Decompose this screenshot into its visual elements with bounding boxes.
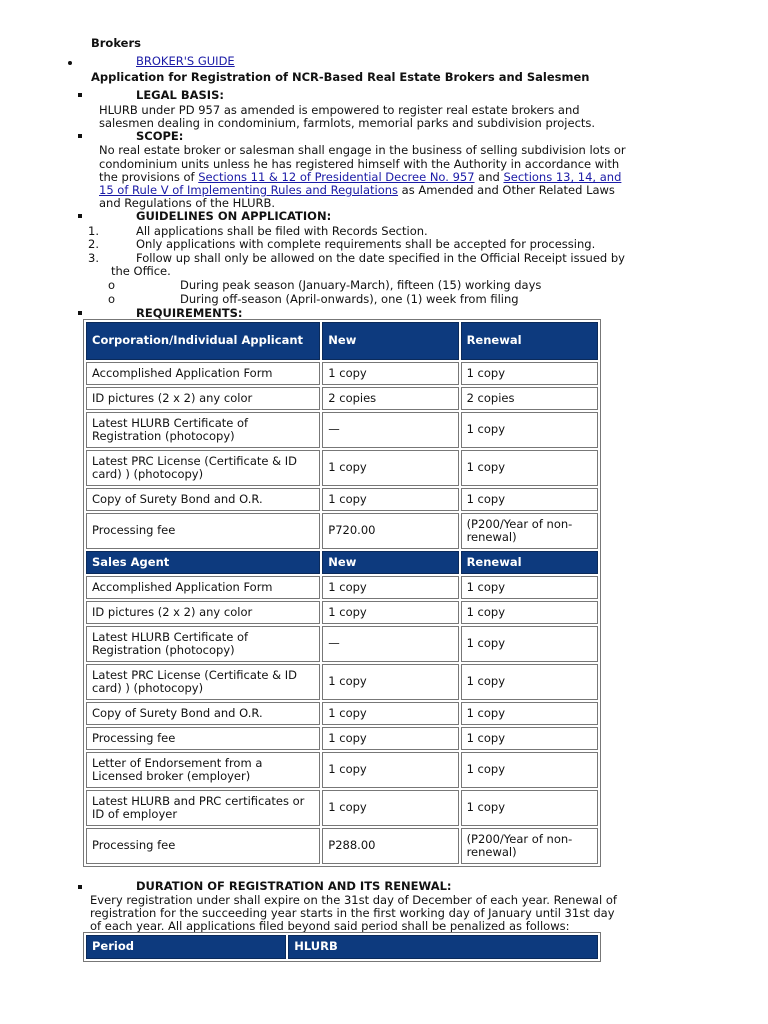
guideline-item: Only applications with complete requirements shall be accepted for processing. <box>136 237 596 251</box>
table-row <box>86 702 598 725</box>
table-row <box>86 488 598 511</box>
circle-bullet-icon: o <box>108 292 116 306</box>
table-cell: 1 copy <box>322 576 458 599</box>
table-row <box>86 601 598 624</box>
table-cell: Latest PRC License (Certificate & ID card) ) (photocopy) <box>86 664 320 700</box>
requirements-table <box>83 319 601 867</box>
table-row <box>86 387 598 410</box>
scope-line: condominium units unless he has registered himself with the Authority in accordance with <box>99 157 620 171</box>
table-cell: Copy of Surety Bond and O.R. <box>86 488 320 511</box>
table-cell: 1 copy <box>461 664 598 700</box>
table-cell: 2 copies <box>461 387 598 410</box>
table-cell: 1 copy <box>322 664 458 700</box>
table-cell: Processing fee <box>86 727 320 750</box>
column-header: Period <box>86 935 286 959</box>
table-cell: 1 copy <box>322 727 458 750</box>
table-cell: — <box>322 412 458 448</box>
table-cell: 1 copy <box>322 790 458 826</box>
guideline-item: All applications shall be filed with Records Section. <box>136 224 428 238</box>
pd957-sections-link[interactable]: Sections 11 & 12 of Presidential Decree No. 957 <box>198 170 475 184</box>
table-cell: Processing fee <box>86 828 320 864</box>
guideline-item: Follow up shall only be allowed on the date specified in the Official Receipt issued by <box>136 251 625 265</box>
guidelines-heading: GUIDELINES ON APPLICATION: <box>136 209 332 223</box>
requirements-table-body <box>86 322 598 864</box>
table-cell: Latest PRC License (Certificate & ID card) ) (photocopy) <box>86 450 320 486</box>
table-cell: 1 copy <box>322 601 458 624</box>
sub-item: During peak season (January-March), fifteen (15) working days <box>180 278 542 292</box>
table-cell: P288.00 <box>322 828 458 864</box>
column-header: HLURB <box>288 935 598 959</box>
table-row <box>86 790 598 826</box>
column-header: Renewal <box>461 551 598 574</box>
page-heading: Brokers <box>91 36 141 50</box>
table-cell: Processing fee <box>86 513 320 549</box>
table-row <box>86 362 598 385</box>
column-header: New <box>322 322 458 360</box>
table-row <box>86 727 598 750</box>
table-cell: ID pictures (2 x 2) any color <box>86 387 320 410</box>
table-cell: Copy of Surety Bond and O.R. <box>86 702 320 725</box>
table-cell: 1 copy <box>461 576 598 599</box>
page-title: Application for Registration of NCR-Based Real Estate Brokers and Salesmen <box>91 70 590 84</box>
table-cell: Accomplished Application Form <box>86 576 320 599</box>
circle-bullet-icon: o <box>108 278 116 292</box>
table-cell: P720.00 <box>322 513 458 549</box>
duration-line: of each year. All applications filed beyond said period shall be penalized as follows: <box>90 919 570 933</box>
scope-text: as Amended and Other Related Laws <box>398 183 615 197</box>
scope-line: and Regulations of the HLURB. <box>99 196 276 210</box>
table-cell: 1 copy <box>461 727 598 750</box>
table-cell: 1 copy <box>322 488 458 511</box>
table-cell: Latest HLURB Certificate of Registration (photocopy) <box>86 626 320 662</box>
table-cell: 1 copy <box>461 362 598 385</box>
table-row <box>86 576 598 599</box>
table-cell: 1 copy <box>461 790 598 826</box>
table-row <box>86 513 598 549</box>
table-cell: Accomplished Application Form <box>86 362 320 385</box>
table-cell: Letter of Endorsement from a Licensed broker (employer) <box>86 752 320 788</box>
requirements-heading: REQUIREMENTS: <box>136 306 243 320</box>
legal-basis-line: salesmen dealing in condominium, farmlots, memorial parks and subdivision projects. <box>99 116 596 130</box>
table-cell: 1 copy <box>461 752 598 788</box>
bullet-icon <box>68 61 72 65</box>
table-cell: 1 copy <box>322 362 458 385</box>
scope-line: No real estate broker or salesman shall engage in the business of selling subdivision lots or <box>99 143 626 157</box>
sub-item: During off-season (April-onwards), one (1) week from filing <box>180 292 519 306</box>
table-cell: 1 copy <box>322 450 458 486</box>
table-cell: (P200/Year of non-renewal) <box>461 513 598 549</box>
list-number: 1. <box>88 224 99 238</box>
penalty-table-body <box>86 935 598 959</box>
duration-heading: DURATION OF REGISTRATION AND ITS RENEWAL: <box>136 879 452 893</box>
column-header: Sales Agent <box>86 551 320 574</box>
brokers-guide-link[interactable]: BROKER'S GUIDE <box>136 54 235 68</box>
list-number: 3. <box>88 251 99 265</box>
penalty-table <box>83 932 601 962</box>
square-bullet-icon <box>78 134 82 138</box>
table-cell: 2 copies <box>322 387 458 410</box>
duration-line: registration for the succeeding year starts in the first working day of January until 31st day <box>90 906 615 920</box>
table-header-row <box>86 935 598 959</box>
table-cell: Latest HLURB and PRC certificates or ID of employer <box>86 790 320 826</box>
table-cell: 1 copy <box>461 450 598 486</box>
scope-line <box>99 170 621 184</box>
guideline-item-cont: the Office. <box>111 264 171 278</box>
table-cell: 1 copy <box>461 626 598 662</box>
legal-basis-line: HLURB under PD 957 as amended is empowered to register real estate brokers and <box>99 103 580 117</box>
table-cell: 1 copy <box>461 601 598 624</box>
table-cell: ID pictures (2 x 2) any color <box>86 601 320 624</box>
table-cell: — <box>322 626 458 662</box>
scope-text: the provisions of <box>99 170 199 184</box>
table-row <box>86 828 598 864</box>
table-cell: 1 copy <box>461 702 598 725</box>
table-header-row <box>86 322 598 360</box>
table-cell: 1 copy <box>461 412 598 448</box>
table-cell: 1 copy <box>461 488 598 511</box>
legal-basis-heading: LEGAL BASIS: <box>136 88 224 102</box>
column-header: Corporation/Individual Applicant <box>86 322 320 360</box>
scope-text: and <box>474 170 504 184</box>
table-row <box>86 752 598 788</box>
square-bullet-icon <box>78 93 82 97</box>
table-cell: 1 copy <box>322 752 458 788</box>
table-row <box>86 412 598 448</box>
table-row <box>86 626 598 662</box>
table-header-row <box>86 551 598 574</box>
column-header: Renewal <box>461 322 598 360</box>
table-cell: (P200/Year of non-renewal) <box>461 828 598 864</box>
column-header: New <box>322 551 458 574</box>
table-row <box>86 450 598 486</box>
square-bullet-icon <box>78 311 82 315</box>
table-row <box>86 664 598 700</box>
rule-v-sections-link[interactable]: Sections 13, 14, and <box>503 170 622 184</box>
square-bullet-icon <box>78 885 82 889</box>
rule-v-sections-link-cont[interactable]: 15 of Rule V of Implementing Rules and Regulations <box>99 183 399 197</box>
duration-line: Every registration under shall expire on the 31st day of December of each year. Renewal of <box>90 893 617 907</box>
list-number: 2. <box>88 237 99 251</box>
table-cell: 1 copy <box>322 702 458 725</box>
scope-line <box>99 183 615 197</box>
square-bullet-icon <box>78 214 82 218</box>
table-cell: Latest HLURB Certificate of Registration (photocopy) <box>86 412 320 448</box>
scope-heading: SCOPE: <box>136 129 184 143</box>
